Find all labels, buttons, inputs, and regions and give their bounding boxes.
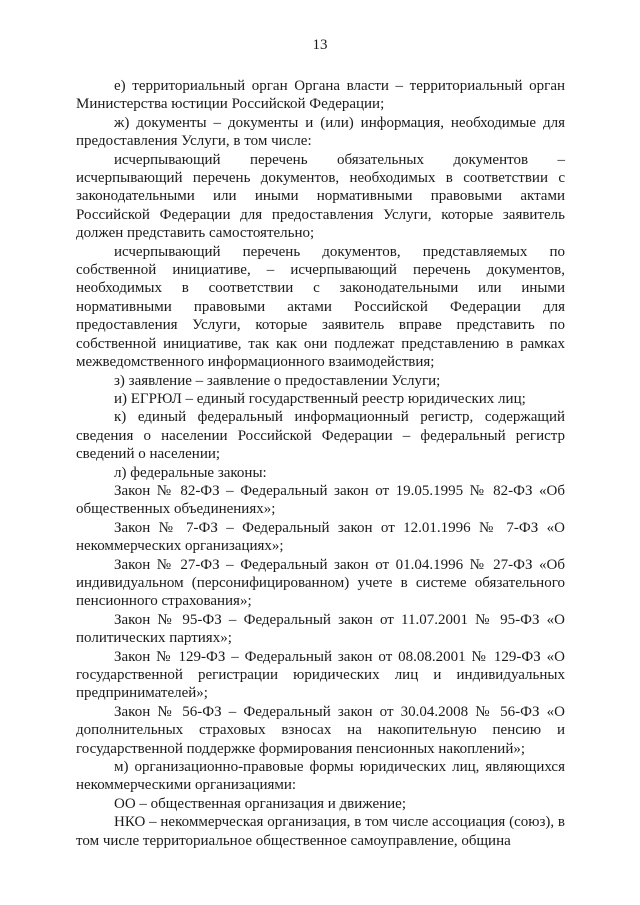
paragraph-l-federal-laws: л) федеральные законы: bbox=[114, 464, 267, 481]
paragraph-k-population-register: к) единый федеральный информационный регистр, содержащий сведения о населении Российской Федерации – федеральный регистр сведений о населении; bbox=[76, 409, 565, 463]
paragraph-m-legal-forms: м) организационно-правовые формы юридических лиц, являющихся некоммерческими организациями: bbox=[76, 759, 565, 794]
paragraph-mandatory-documents-list: исчерпывающий перечень обязательных документов – исчерпывающий перечень документов, необходимых в соответствии с законодательными или иными нормативными правовыми актами Российской Федерации для предоставления Услуги, которые заявитель должен представить самостоятельно; bbox=[76, 151, 565, 242]
paragraph-law-95: Закон № 95-ФЗ – Федеральный закон от 11.07.2001 № 95-ФЗ «О политических партиях»; bbox=[76, 611, 565, 647]
paragraph-law-129: Закон № 129-ФЗ – Федеральный закон от 08.08.2001 № 129-ФЗ «О государственной регистрации юридических лиц и индивидуальных предпринимателей»; bbox=[76, 648, 565, 702]
paragraph-law-56: Закон № 56-ФЗ – Федеральный закон от 30.04.2008 № 56-ФЗ «О дополнительных страховых взносах на накопительную пенсию и государственной поддержке формирования пенсионных накоплений»; bbox=[76, 703, 565, 757]
paragraph-law-82: Закон № 82-ФЗ – Федеральный закон от 19.05.1995 № 82-ФЗ «Об общественных объединениях»; bbox=[76, 482, 565, 518]
paragraph-zh-documents: ж) документы – документы и (или) информация, необходимые для предоставления Услуги, в том числе: bbox=[76, 114, 565, 150]
paragraph-i-egrul: и) ЕГРЮЛ – единый государственный реестр юридических лиц; bbox=[114, 390, 526, 407]
page-number: 13 bbox=[312, 37, 328, 53]
paragraph-z-application: з) заявление – заявление о предоставлении Услуги; bbox=[114, 372, 441, 389]
paragraph-oo: ОО – общественная организация и движение; bbox=[114, 795, 406, 812]
paragraph-law-27: Закон № 27-ФЗ – Федеральный закон от 01.04.1996 № 27-ФЗ «Об индивидуальном (персонифицированном) учете в системе обязательного пенсионного страхования»; bbox=[76, 556, 565, 610]
document-body bbox=[76, 77, 565, 850]
paragraph-e-territorial-body: е) территориальный орган Органа власти – территориальный орган Министерства юстиции Российской Федерации; bbox=[76, 78, 565, 113]
paragraph-own-initiative-documents-list: исчерпывающий перечень документов, представляемых по собственной инициативе, – исчерпывающий перечень документов, необходимых в соответствии с законодательными или иными нормативными правовыми актами Российской Федерации для предоставления Услуги, которые заявитель вправе представить по собственной инициативе, так как они подлежат представлению в рамках межведомственного информационного взаимодействия; bbox=[76, 243, 565, 371]
paragraph-nko: НКО – некоммерческая организация, в том числе ассоциация (союз), в том числе территориальное общественное самоуправление, община bbox=[76, 814, 565, 849]
paragraph-law-7: Закон № 7-ФЗ – Федеральный закон от 12.01.1996 № 7-ФЗ «О некоммерческих организациях»; bbox=[76, 519, 565, 555]
